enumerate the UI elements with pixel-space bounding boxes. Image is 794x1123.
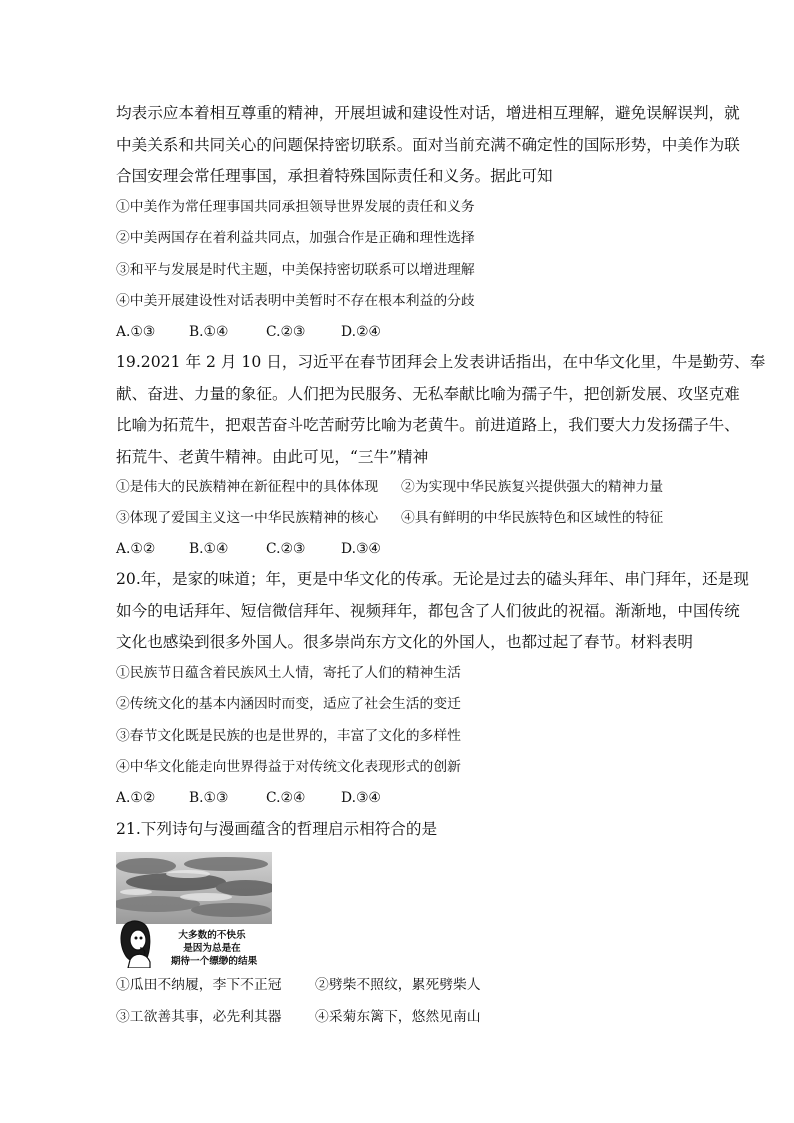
- choice-a: A.①②: [116, 790, 156, 806]
- choice-d: D.②④: [341, 324, 381, 340]
- q20-option: ①民族节日蕴含着民族风土人情，寄托了人们的精神生活: [116, 665, 461, 681]
- choice-a: A.①③: [116, 324, 156, 340]
- q19-option: ③体现了爱国主义这一中华民族精神的核心: [116, 510, 379, 526]
- q20-line: 20.年，是家的味道；年，更是中华文化的传承。无论是过去的磕头拜年、串门拜年，还是现: [116, 570, 749, 588]
- q18-option: ④中美开展建设性对话表明中美暂时不存在根本利益的分歧: [116, 293, 475, 309]
- q19-line: 拓荒牛、老黄牛精神。由此可见，“三牛”精神: [116, 448, 429, 466]
- q20-line: 如今的电话拜年、短信微信拜年、视频拜年，都包含了人们彼此的祝福。渐渐地，中国传统: [116, 602, 740, 620]
- q21-option: ①瓜田不纳履，李下不正冠: [116, 977, 282, 993]
- caption-line: 大多数的不快乐: [178, 930, 246, 941]
- choice-d: D.③④: [341, 541, 381, 557]
- choice-c: C.②③: [266, 324, 306, 340]
- clouds: [116, 857, 272, 917]
- choice-b: B.①④: [189, 541, 229, 557]
- choice-b: B.①④: [189, 324, 229, 340]
- q19-line: 比喻为拓荒牛，把艰苦奋斗吃苦耐劳比喻为老黄牛。前进道路上，我们要大力发扬孺子牛、: [116, 416, 740, 434]
- q18-option: ③和平与发展是时代主题，中美保持密切联系可以增进理解: [116, 262, 475, 278]
- q20-line: 文化也感染到很多外国人。很多崇尚东方文化的外国人，也都过起了春节。材料表明: [116, 633, 693, 651]
- q19-line: 献、奋进、力量的象征。人们把为民服务、无私奉献比喻为孺子牛，把创新发展、攻坚克难: [116, 385, 740, 403]
- cartoon-illustration: [116, 852, 272, 968]
- choice-c: C.②④: [266, 790, 306, 806]
- caption-line: 是因为总是在: [183, 943, 241, 954]
- q18-line: 均表示应本着相互尊重的精神，开展坦诚和建设性对话，增进相互理解，避免误解误判，就: [116, 104, 740, 122]
- q21-option: ②劈柴不照纹，累死劈柴人: [315, 977, 481, 993]
- choice-d: D.③④: [341, 790, 381, 806]
- q18-option: ②中美两国存在着利益共同点，加强合作是正确和理性选择: [116, 230, 475, 246]
- q20-option: ②传统文化的基本内涵因时而变，适应了社会生活的变迁: [116, 696, 461, 712]
- q18-option: ①中美作为常任理事国共同承担领导世界发展的责任和义务: [116, 199, 475, 215]
- q21-option: ④采菊东篱下，悠然见南山: [315, 1009, 481, 1025]
- q20-option: ③春节文化既是民族的也是世界的，丰富了文化的多样性: [116, 728, 461, 744]
- q19-option: ④具有鲜明的中华民族特色和区域性的特征: [401, 510, 664, 526]
- q20-option: ④中华文化能走向世界得益于对传统文化表现形式的创新: [116, 759, 461, 775]
- caption-line: 期待一个缥缈的结果: [170, 956, 258, 967]
- q19-option: ②为实现中华民族复兴提供强大的精神力量: [401, 479, 664, 495]
- q18-line: 合国安理会常任理事国，承担着特殊国际责任和义务。据此可知: [116, 167, 553, 185]
- q21-stem: 21.下列诗句与漫画蕴含的哲理启示相符合的是: [116, 820, 438, 838]
- q19-option: ①是伟大的民族精神在新征程中的具体体现: [116, 479, 379, 495]
- q19-line: 19.2021 年 2 月 10 日，习近平在春节团拜会上发表讲话指出，在中华文化里，牛是勤劳、奉: [116, 353, 766, 371]
- q21-option: ③工欲善其事，必先利其器: [116, 1009, 282, 1025]
- choice-b: B.①③: [189, 790, 229, 806]
- choice-a: A.①②: [116, 541, 156, 557]
- choice-c: C.②③: [266, 541, 306, 557]
- q18-line: 中美关系和共同关心的问题保持密切联系。面对当前充满不确定性的国际形势，中美作为联: [116, 136, 740, 154]
